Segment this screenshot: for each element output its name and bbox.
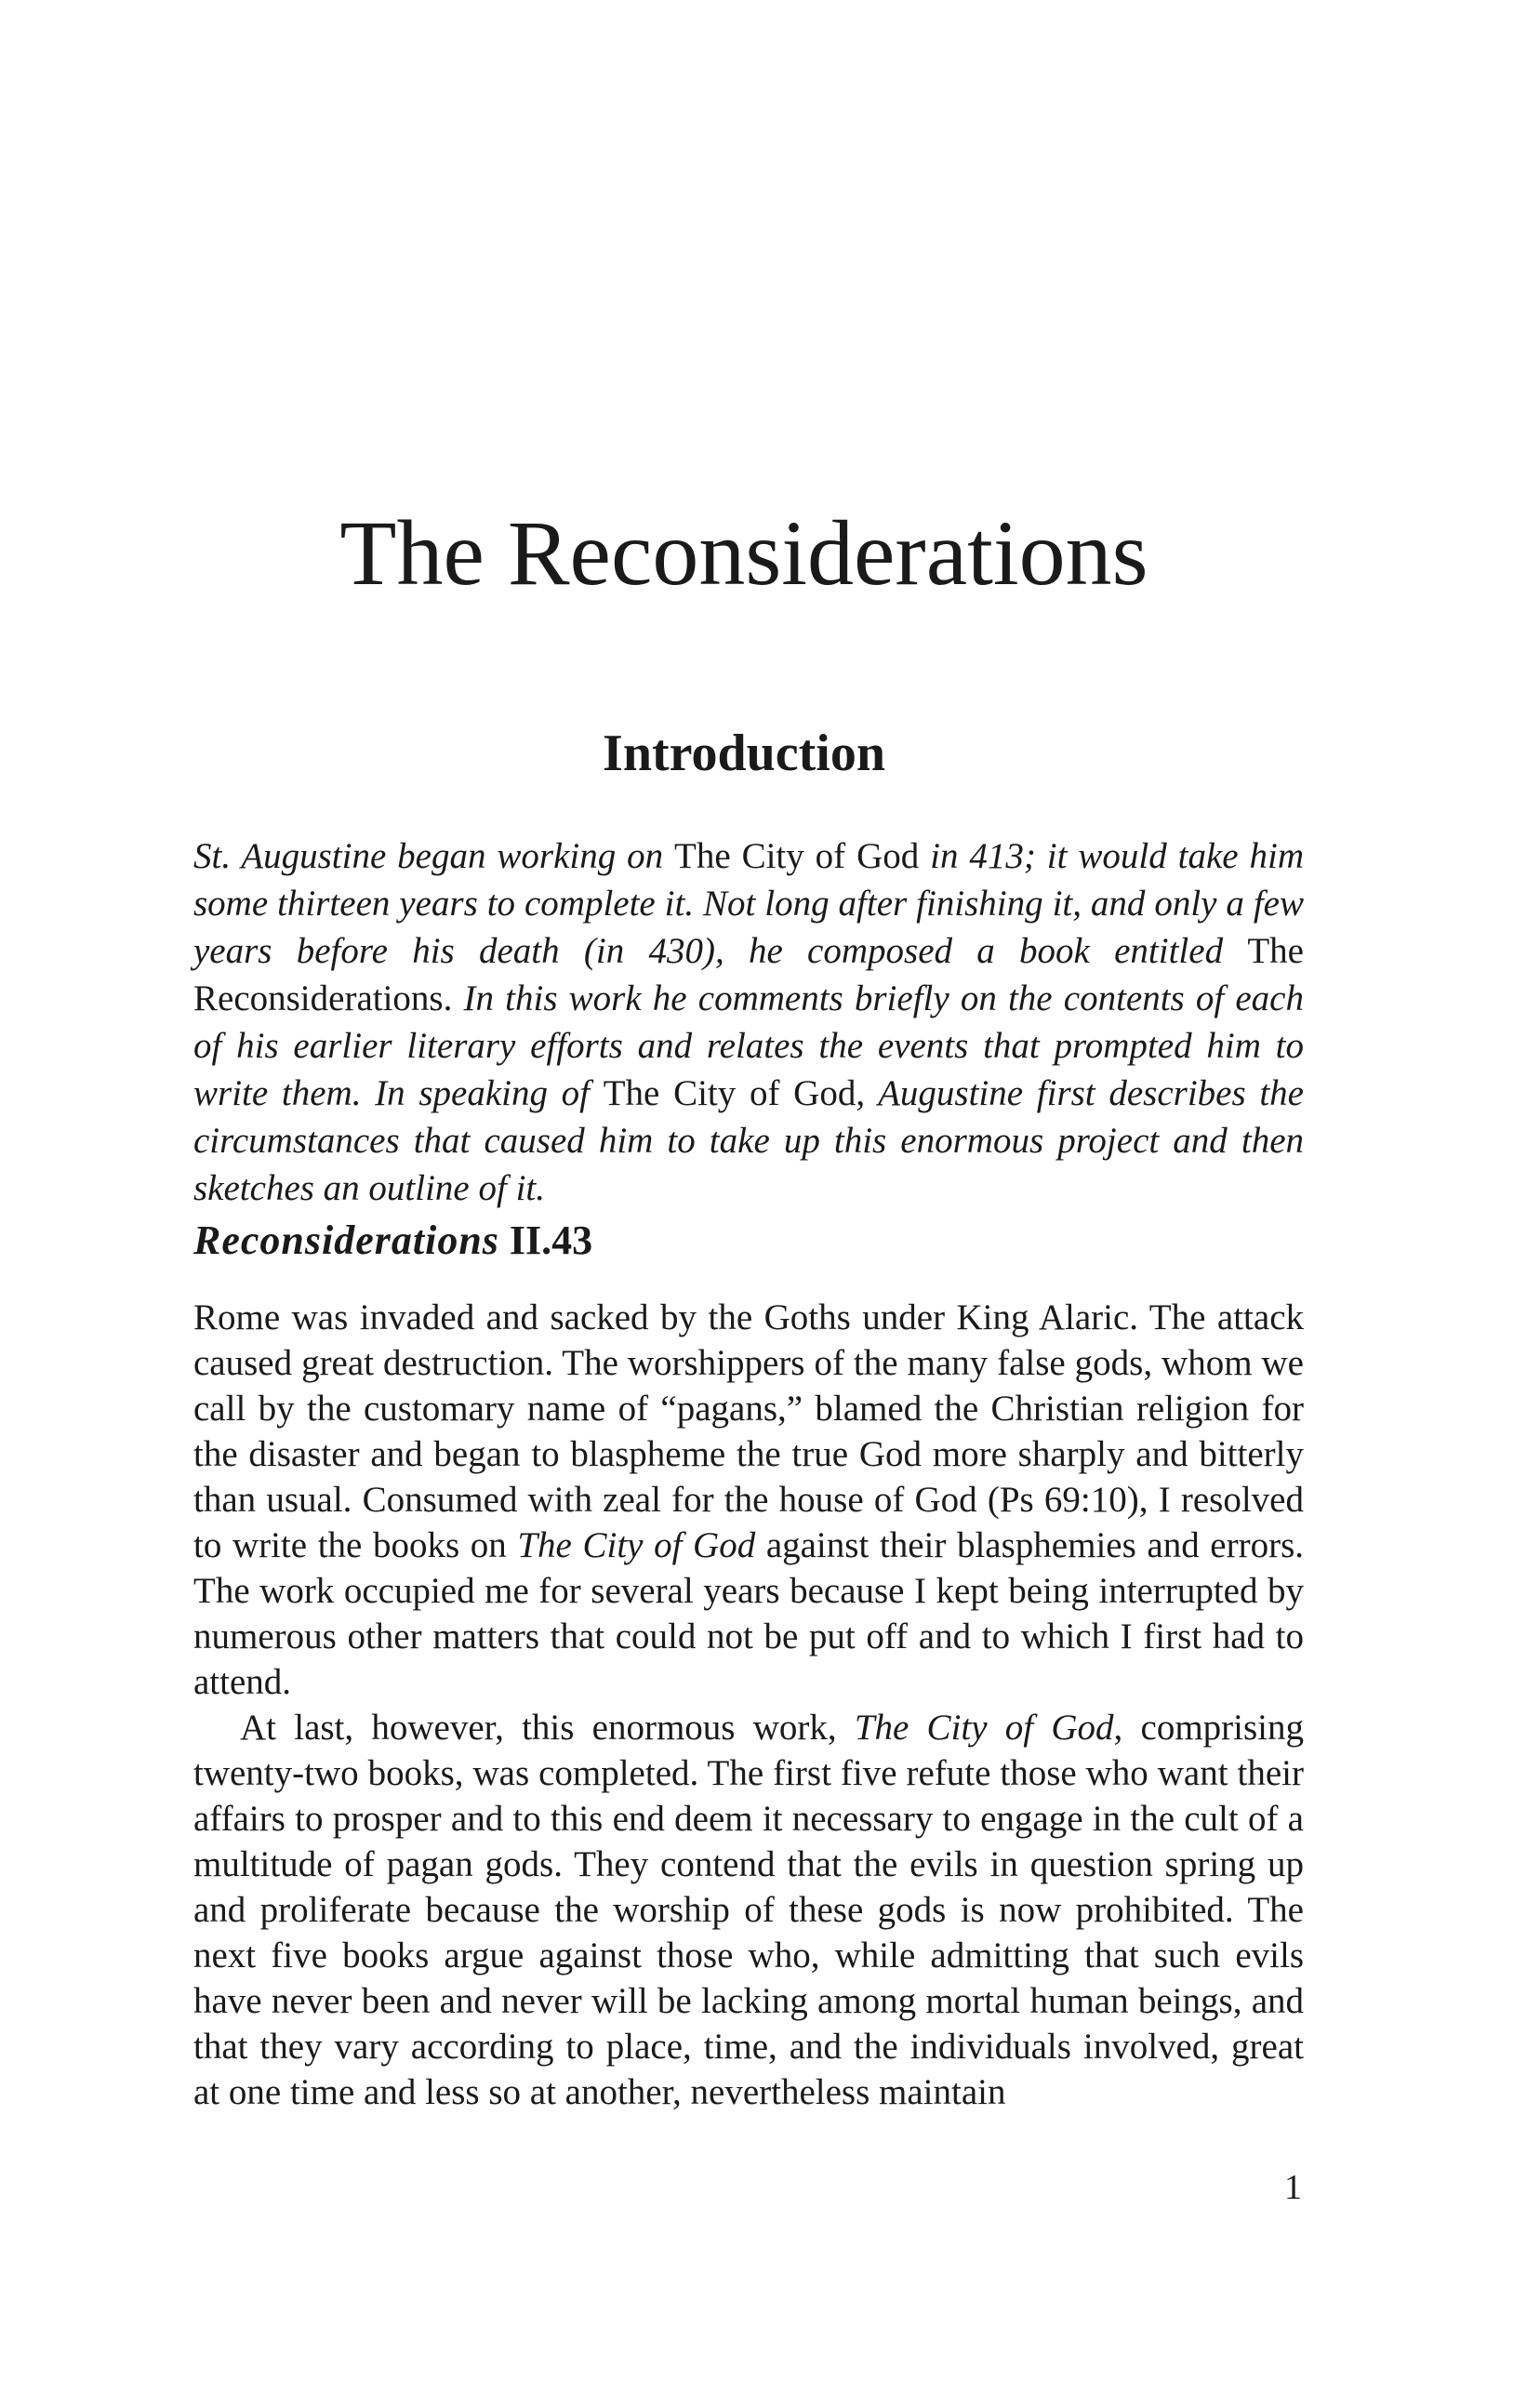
- intro-text-1: St. Augustine began working on: [193, 836, 675, 876]
- intro-text-2: in 413; it would take him some thirteen years to complete it. Not long after finishing it, and only a few years before his death (in 430), he composed a book entitled: [193, 836, 1304, 971]
- body-paragraph-2: [193, 1705, 1304, 2115]
- section-title-introduction: Introduction: [603, 725, 885, 782]
- body-p2-text-1: At last, however, this enormous work,: [240, 1708, 855, 1748]
- body-p2-work-title: The City of God: [854, 1708, 1114, 1748]
- body-p1-text-1: Rome was invaded and sacked by the Goths under King Alaric. The attack caused great destruction. The worshippers of the many false gods, whom we call by the customary name of “pagans,” blamed the Christian religion for the disaster and began to blaspheme the true God more sharply and bitterly than usual. Consumed with zeal for the house of God (Ps 69:10), I resolved to write the books on: [193, 1297, 1304, 1565]
- intro-work-title-1: The City of God: [674, 836, 920, 876]
- intro-text-4: Augustine first describes the circumstances that caused him to take up this enormous project and then sketches an outline of it.: [193, 1073, 1304, 1208]
- body-p1-text-2: against their blasphemies and errors. The work occupied me for several years because I kept being interrupted by numerous other matters that could not be put off and to which I first had to attend.: [193, 1525, 1304, 1702]
- intro-text-3: In this work he comments briefly on the contents of each of his earlier literary efforts and relates the events that prompted him to write them. In speaking of: [193, 978, 1304, 1113]
- section-heading: [193, 1218, 592, 1263]
- page-title: The Reconsiderations: [339, 501, 1148, 605]
- intro-work-title-2: The Reconsiderations.: [193, 931, 1304, 1018]
- section-heading-title: Reconsiderations: [193, 1217, 499, 1263]
- body-paragraph-1: [193, 1295, 1304, 1705]
- body-p1-work-title: The City of God: [517, 1525, 756, 1565]
- body-p2-text-2: , comprising twenty-two books, was completed. The first five refute those who want their affairs to prosper and to this end deem it necessary to engage in the cult of a multitude of pagan gods. They contend that the evils in question spring up and proliferate because the worship of these gods is now prohibited. The next five books argue against those who, while admitting that such evils have never been and never will be lacking among mortal human beings, and that they vary according to place, time, and the individuals involved, great at one time and less so at another, nevertheless maintain: [193, 1708, 1304, 2112]
- intro-work-title-3: The City of God,: [603, 1073, 866, 1113]
- page-number: 1: [1284, 2168, 1302, 2207]
- section-heading-number: II.43: [498, 1217, 593, 1263]
- introduction-paragraph: [193, 832, 1304, 1212]
- body-text: [193, 1295, 1304, 2115]
